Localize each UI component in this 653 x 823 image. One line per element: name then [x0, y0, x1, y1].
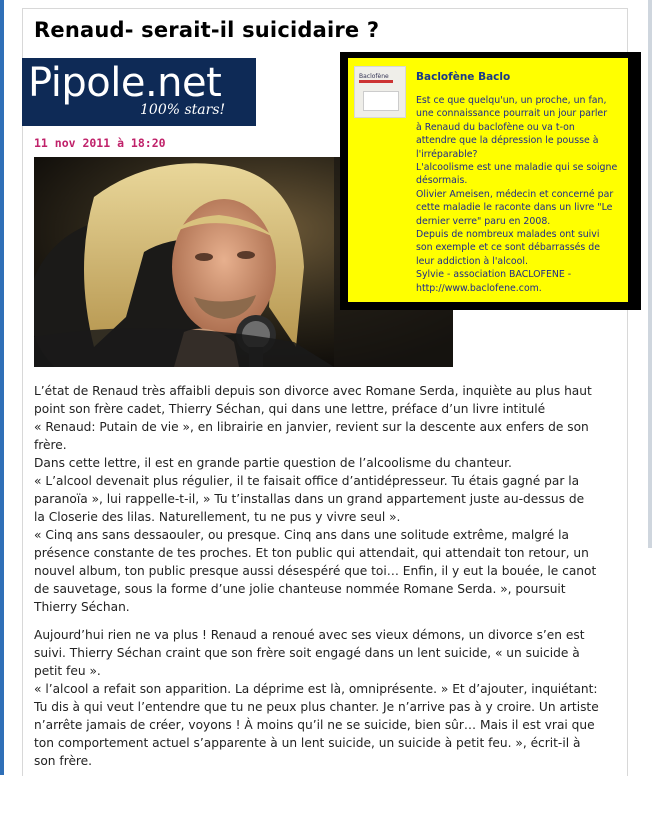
body-line: Dans cette lettre, il est en grande partie question de l’alcoolisme du chanteur. [34, 456, 512, 470]
ad-line: Sylvie - association BACLOFENE - [416, 269, 572, 281]
body-line: « l’alcool a refait son apparition. La déprime est là, omniprésente. » Et d’ajouter, inquiétant: [34, 682, 598, 696]
ad-line: dernier verre" paru en 2008. [416, 215, 551, 227]
ad-line: son exemple et ce sont débarrassés de [416, 242, 600, 254]
ad-text [416, 94, 622, 295]
article-body [34, 382, 614, 770]
body-line: paranoïa », lui rappelle-t-il, » Tu t’installas dans un grand appartement juste au-dessus de [34, 492, 585, 506]
ad-panel [348, 58, 628, 302]
body-line: présence constante de tes proches. Et ton public qui attendait, qui attendait ton retour, un [34, 546, 589, 560]
ad-line: Depuis de nombreux malades ont suivi [416, 229, 600, 241]
paragraph-2 [34, 626, 614, 770]
ad-line: à Renaud du baclofène ou va t-on [416, 121, 575, 133]
ad-line: L'alcoolisme est une maladie qui se soigne [416, 162, 618, 174]
ad-line: leur addiction à l'alcool. [416, 255, 528, 267]
logo-tagline: 100% stars! [140, 102, 226, 118]
site-logo[interactable] [22, 58, 256, 126]
body-line: nouvel album, ton public presque aussi désespéré que toi… Enfin, il y eut la bouée, le canot [34, 564, 597, 578]
ad-line: cette maladie le raconte dans un livre "Le [416, 202, 613, 214]
baclofene-ad[interactable] [340, 52, 641, 310]
page-title: Renaud- serait-il suicidaire ? [34, 18, 380, 42]
thumb-stripe [359, 80, 393, 83]
body-line: petit feu ». [34, 664, 101, 678]
body-line: L’état de Renaud très affaibli depuis son divorce avec Romane Serda, inquiète au plus haut [34, 384, 592, 398]
thumb-box [363, 91, 399, 111]
page-left-border [0, 0, 4, 775]
body-line: n’arrête jamais de créer, voyons ! À moins qu’il ne se suicide, bien sûr… Mais il est vrai que [34, 718, 595, 732]
body-line: de sauvetage, sous la forme d’une jolie chanteuse nommée Romane Serda. », poursuit [34, 582, 566, 596]
body-line: Tu dis à qui veut l’entendre que tu ne peux plus chanter. Je n’arrive pas à y croire. Un artiste [34, 700, 599, 714]
body-line: frère. [34, 438, 67, 452]
ad-title[interactable]: Baclofène Baclo [416, 71, 511, 83]
ad-link[interactable]: http://www.baclofene.com. [416, 282, 542, 294]
body-line: Aujourd’hui rien ne va plus ! Renaud a renoué avec ses vieux démons, un divorce s’en est [34, 628, 585, 642]
medicine-box-image[interactable] [354, 66, 406, 118]
ad-line: Est ce que quelqu'un, un proche, un fan, [416, 95, 607, 106]
paragraph-1 [34, 382, 614, 616]
body-line: ton comportement actuel s’apparente à un lent suicide, un suicide à petit feu. », écrit-il à [34, 736, 581, 750]
ad-line: une connaissance pourrait un jour parler [416, 108, 608, 120]
thumb-label: Baclofène [359, 73, 389, 80]
ad-line: désormais. [416, 175, 468, 187]
body-line: « Cinq ans sans dessaouler, ou presque. Cinq ans dans une solitude extrême, malgré la [34, 528, 569, 542]
body-line: Thierry Séchan. [34, 600, 130, 614]
body-line: suivi. Thierry Séchan craint que son frère soit engagé dans un lent suicide, « un suicide à [34, 646, 580, 660]
logo-wordmark: Pipole.net [28, 60, 222, 106]
ad-line: attendre que la dépression le pousse à [416, 135, 599, 147]
ad-line: Olivier Ameisen, médecin et concerné par [416, 188, 614, 200]
body-line: « Renaud: Putain de vie », en librairie en janvier, revient sur la descente aux enfers de son [34, 420, 589, 434]
body-line: la Closerie des lilas. Naturellement, tu ne pus y vivre seul ». [34, 510, 401, 524]
ad-line: l'irréparable? [416, 148, 478, 160]
page-scrollbar[interactable] [648, 0, 652, 548]
article-date: 11 nov 2011 à 18:20 [34, 136, 166, 150]
body-line: son frère. [34, 754, 93, 768]
body-line: point son frère cadet, Thierry Séchan, qui dans une lettre, préface d’un livre intitulé [34, 402, 546, 416]
body-line: « L’alcool devenait plus régulier, il te faisait office d’antidépresseur. Tu étais gagné par la [34, 474, 580, 488]
